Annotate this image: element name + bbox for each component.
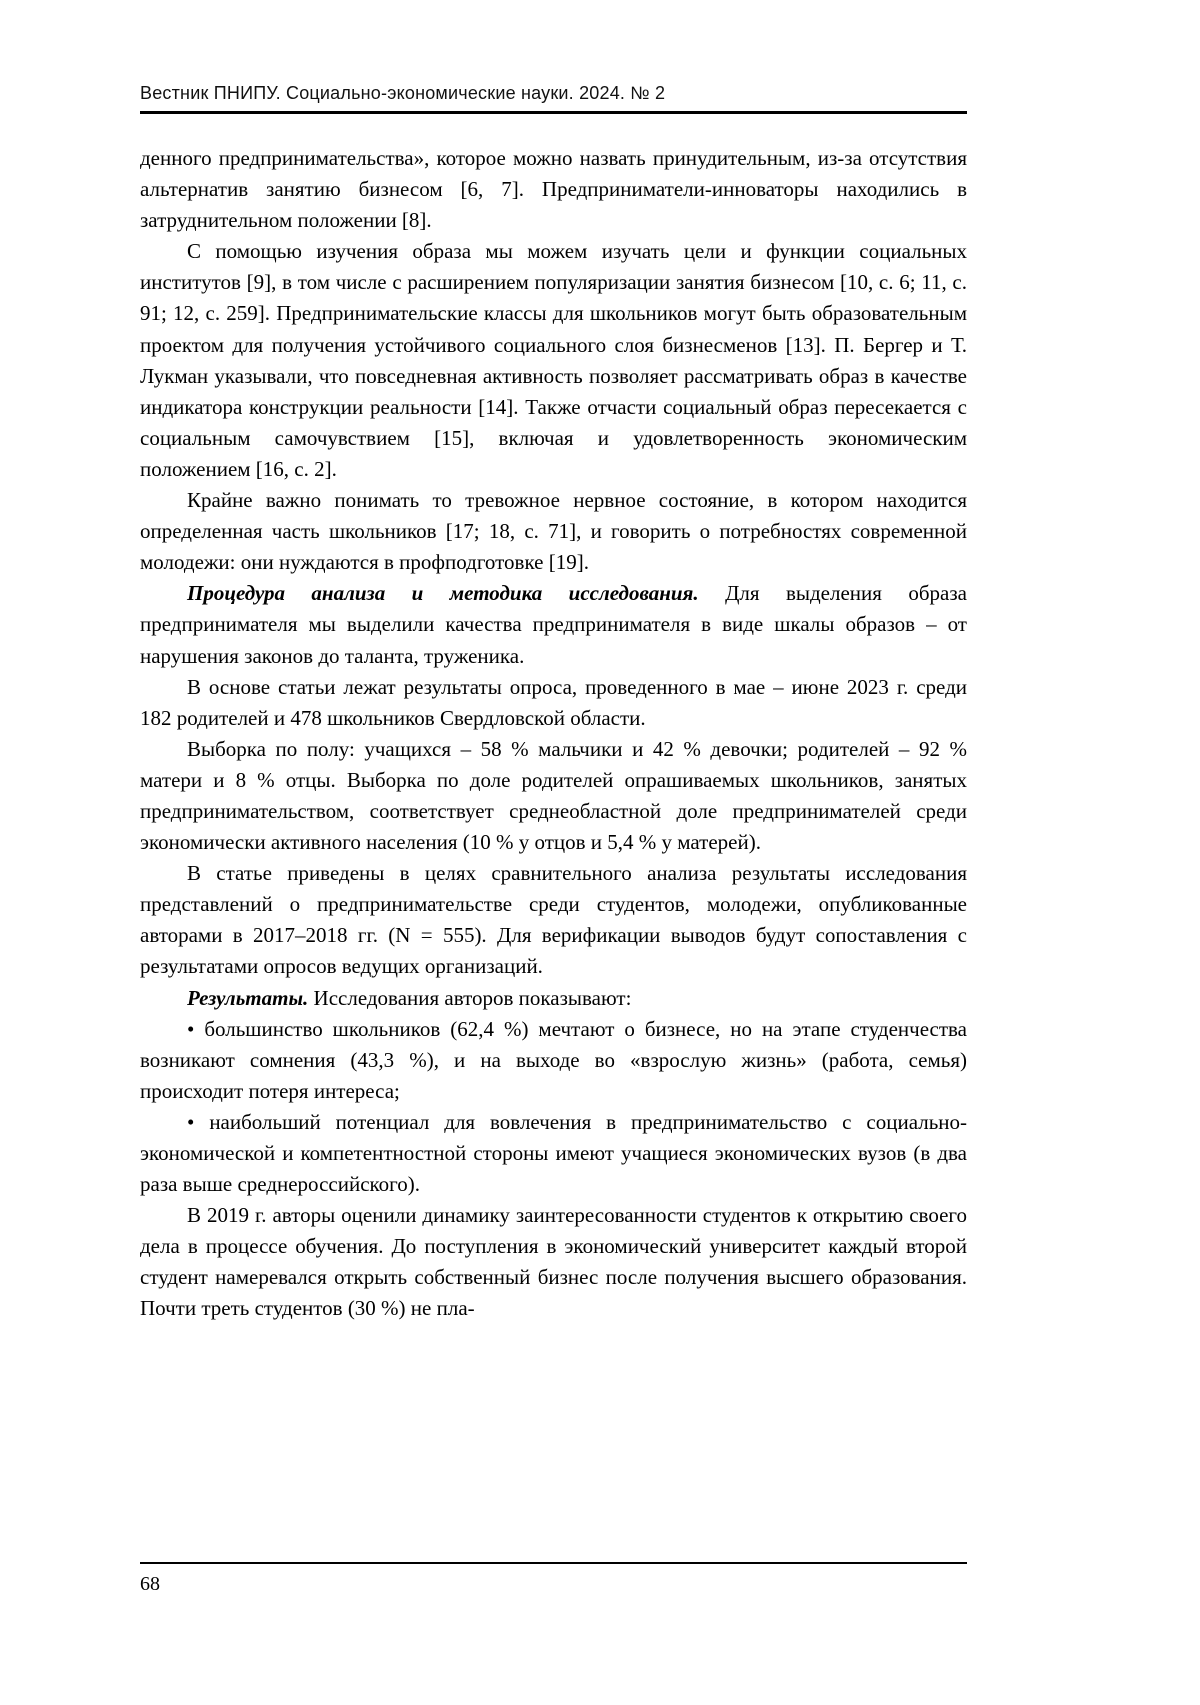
- paragraph-text: большинство школьников (62,4 %) мечтают о бизнесе, но на этапе студенчества возникают сомнения (43,3 %), и на выходе во «взрослую жизнь» (работа, семья) происходит потеря интереса;: [140, 1016, 967, 1103]
- bullet-paragraph: [140, 1014, 967, 1107]
- running-header: Вестник ПНИПУ. Социально-экономические науки. 2024. № 2: [140, 83, 666, 103]
- paragraph: [140, 858, 967, 982]
- paragraph-text: С помощью изучения образа мы можем изучать цели и функции социальных институтов [9], в том числе с расширением популяризации занятия бизнесом [10, с. 6; 11, с. 91; 12, с. 259]. Предпринимательские классы для школьников могут быть образовательным проектом для получения устойчивого социального слоя бизнесменов [13]. П. Бергер и Т. Лукман указывали, что повседневная активность позволяет рассматривать образ в качестве индикатора конструкции реальности [14]. Также отчасти социальный образ пересекается с социальным самочувствием [15], включая и удовлетворенность экономическим положением [16, с. 2].: [140, 239, 967, 481]
- paragraph: [140, 143, 967, 236]
- bullet-paragraph: [140, 1107, 967, 1200]
- paragraph-text: денного предпринимательства», которое можно назвать принудительным, из-за отсутствия альтернатив занятию бизнесом [6, 7]. Предприниматели-инноваторы находились в затруднительном положении [8].: [140, 146, 967, 233]
- paragraph: [140, 485, 967, 578]
- paragraph-text: Крайне важно понимать то тревожное нервное состояние, в котором находится определенная часть школьников [17; 18, с. 71], и говорить о потребностях современной молодежи: они нуждаются в профподготовке [19].: [140, 488, 967, 575]
- paragraph: [140, 1200, 967, 1324]
- paragraph: [140, 578, 967, 671]
- paragraph: [140, 672, 967, 734]
- paragraph-lead: Результаты.: [187, 985, 309, 1010]
- text-column: [140, 82, 967, 1325]
- bullet-icon: •: [187, 1109, 195, 1134]
- paragraph-text: В 2019 г. авторы оценили динамику заинтересованности студентов к открытию своего дела в процессе обучения. До поступления в экономический университет каждый второй студент намеревался открыть собственный бизнес после получения высшего образования. Почти треть студентов (30 %) не пла-: [140, 1203, 967, 1321]
- page-footer: [140, 1562, 967, 1596]
- paragraph: [140, 983, 967, 1014]
- paragraph-text: В статье приведены в целях сравнительного анализа результаты исследования представлений о предпринимательстве среди студентов, молодежи, опубликованные авторами в 2017–2018 гг. (N = 555). Для верификации выводов будут сопоставления с результатами опросов ведущих организаций.: [140, 861, 967, 979]
- footer-rule: [140, 1562, 967, 1564]
- bullet-icon: •: [187, 1016, 195, 1041]
- paragraph: [140, 734, 967, 858]
- paragraph-text: Для выделения образа предпринимателя мы выделили качества предпринимателя в виде шкалы образов – от нарушения законов до таланта, труженика.: [140, 581, 967, 668]
- page-number: 68: [140, 1573, 160, 1595]
- article-body: [140, 143, 967, 1325]
- paragraph-text: Выборка по полу: учащихся – 58 % мальчики и 42 % девочки; родителей – 92 % матери и 8 % отцы. Выборка по доле родителей опрашиваемых школьников, занятых предпринимательством, соответствует среднеобластной доле предпринимателей среди экономически активного населения (10 % у отцов и 5,4 % у матерей).: [140, 736, 967, 855]
- page-header: [140, 82, 967, 114]
- paragraph-text: В основе статьи лежат результаты опроса, проведенного в мае – июне 2023 г. среди 182 родителей и 478 школьников Свердловской области.: [140, 674, 967, 730]
- paragraph-text: Исследования авторов показывают:: [313, 985, 632, 1010]
- header-rule: [140, 111, 967, 114]
- paragraph: [140, 236, 967, 485]
- paragraph-text: наибольший потенциал для вовлечения в предпринимательство с социально-экономической и компетентностной стороны имеют учащиеся экономических вузов (в два раза выше среднероссийского).: [140, 1109, 968, 1197]
- paragraph-lead: Процедура анализа и методика исследования.: [187, 581, 699, 606]
